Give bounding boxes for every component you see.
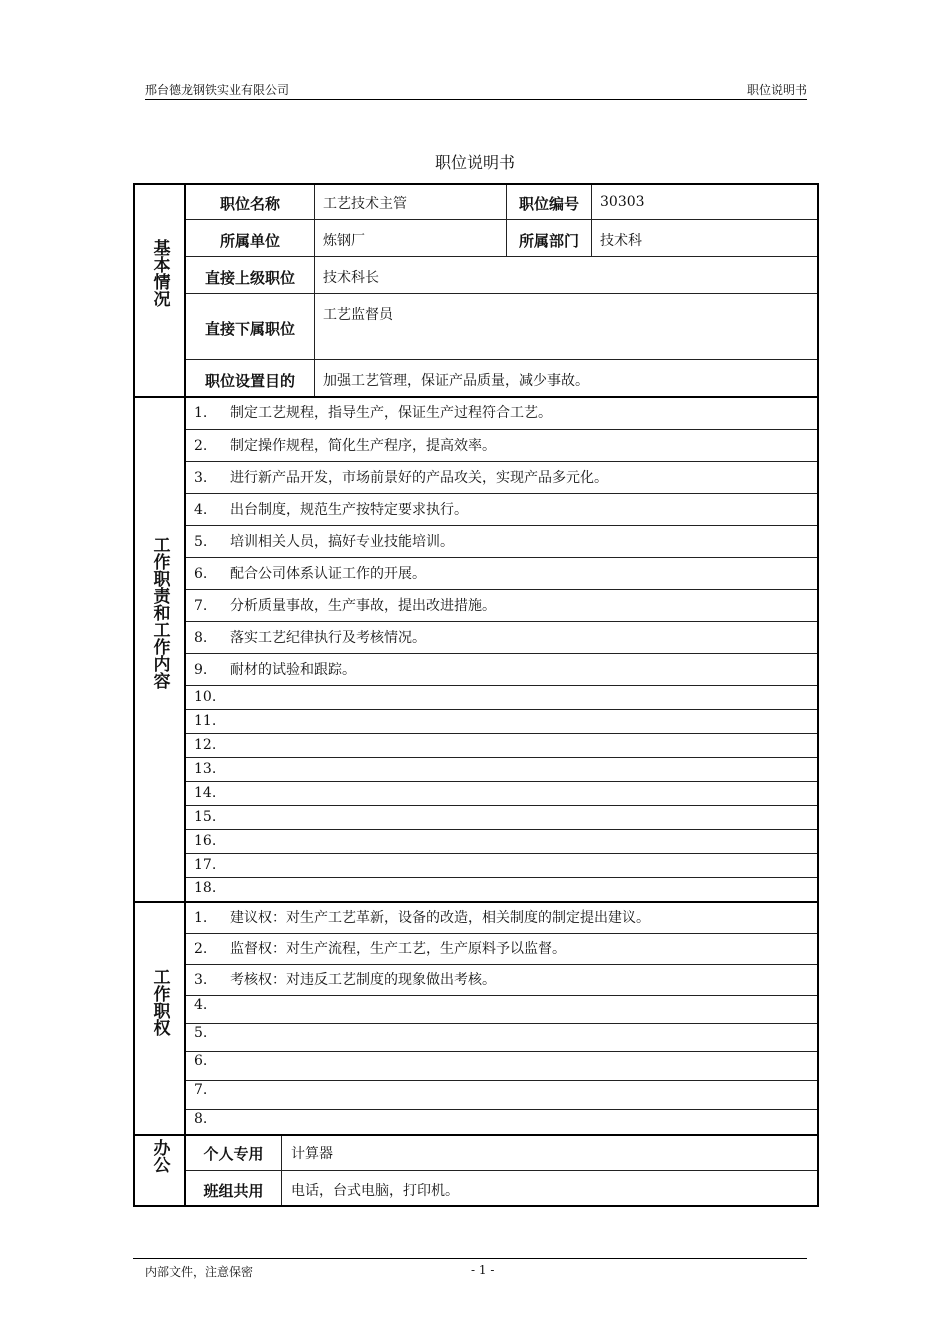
duty-text: 进行新产品开发，市场前景好的产品攻关，实现产品多元化。 [230,470,608,486]
duty-text: 落实工艺纪律执行及考核情况。 [230,630,426,646]
duty-number: 6. [194,566,208,582]
table-border-top [133,183,819,185]
authority-item [194,907,650,927]
superior-value: 技术科长 [323,270,379,286]
section-separator [133,396,819,398]
section-label-office-text: 办公 [149,1139,170,1173]
authority-number: 5. [194,1025,208,1041]
duty-number: 2. [194,438,208,454]
section-label-authority [133,968,185,1036]
row-line [186,493,817,494]
authority-item [194,938,566,958]
authority-number: 1. [194,910,208,926]
position-code-value: 30303 [600,194,645,210]
row-line [186,733,817,734]
duty-item [194,435,496,455]
duty-number: 18. [194,880,217,896]
duty-item [194,563,426,583]
row-line [186,621,817,622]
duty-item [194,833,230,849]
duty-item [194,689,230,705]
row-line [186,933,817,934]
row-line [186,293,817,294]
authority-item [194,1111,230,1127]
table-border-bottom [133,1205,819,1207]
table-border-left [133,183,135,1207]
row-line [186,685,817,686]
duty-item [194,785,230,801]
team-use-label: 班组共用 [203,1182,264,1200]
duty-item [194,531,454,551]
duty-text: 制定操作规程，简化生产程序，提高效率。 [230,438,496,454]
row-line [186,219,817,220]
row-line [186,805,817,806]
page-number: - 1 - [471,1263,495,1277]
duty-number: 16. [194,833,217,849]
duty-item [194,761,230,777]
duty-text: 耐材的试验和跟踪。 [230,662,356,678]
dept-label: 所属部门 [518,232,579,250]
duty-number: 12. [194,737,217,753]
row-line [186,877,817,878]
position-name-label: 职位名称 [219,195,280,213]
company-name: 邢台德龙钢铁实业有限公司 [145,83,290,97]
duty-number: 13. [194,761,217,777]
duty-text: 分析质量事故，生产事故，提出改进措施。 [230,598,496,614]
authority-number: 3. [194,972,208,988]
unit-label: 所属单位 [219,232,280,250]
row-line [186,461,817,462]
duty-number: 15. [194,809,217,825]
authority-item [194,997,230,1013]
section-separator [133,1134,819,1136]
duty-number: 8. [194,630,208,646]
duty-text: 培训相关人员，搞好专业技能培训。 [230,534,454,550]
duty-item [194,809,230,825]
row-line [186,525,817,526]
row-line [186,429,817,430]
team-use-value: 电话，台式电脑，打印机。 [291,1183,459,1199]
row-line [186,653,817,654]
section-label-duties-text: 工作职责和工作内容 [149,536,170,689]
duty-number: 7. [194,598,208,614]
confidential-note: 内部文件，注意保密 [145,1265,254,1279]
row-line [186,1051,817,1052]
job-description-table [133,183,819,1207]
section-label-basic-text: 基本情况 [149,239,170,307]
authority-text: 考核权：对违反工艺制度的现象做出考核。 [230,972,496,988]
row-line [186,1109,817,1110]
page-title: 职位说明书 [434,153,515,172]
authority-number: 8. [194,1111,208,1127]
row-line [186,781,817,782]
duty-number: 14. [194,785,217,801]
duty-item [194,659,356,679]
duty-item [194,737,230,753]
section-label-office [133,1139,185,1173]
duty-number: 5. [194,534,208,550]
subordinate-label: 直接下属职位 [204,320,295,338]
unit-value: 炼钢厂 [323,233,365,249]
column-line [281,1136,282,1205]
duty-number: 11. [194,713,217,729]
duty-item [194,595,496,615]
row-line [186,256,817,257]
authority-number: 4. [194,997,208,1013]
authority-item [194,969,496,989]
purpose-label: 职位设置目的 [204,372,295,390]
duty-number: 10. [194,689,217,705]
duty-item [194,402,552,422]
page-header [145,81,807,100]
section-label-authority-text: 工作职权 [149,968,170,1036]
purpose-value: 加强工艺管理，保证产品质量，减少事故。 [323,373,589,389]
authority-number: 6. [194,1053,208,1069]
duty-text: 配合公司体系认证工作的开展。 [230,566,426,582]
authority-item [194,1082,230,1098]
header-doc-type: 职位说明书 [746,83,807,97]
dept-value: 技术科 [600,233,642,249]
authority-item [194,1053,230,1069]
authority-text: 监督权：对生产流程，生产工艺，生产原料予以监督。 [230,941,566,957]
table-border-right [817,183,819,1207]
duty-number: 1. [194,405,208,421]
duty-number: 17. [194,857,217,873]
duty-item [194,857,230,873]
page-footer [133,1258,807,1279]
personal-use-label: 个人专用 [203,1145,264,1163]
subordinate-value: 工艺监督员 [323,307,393,323]
section-separator [133,901,819,903]
authority-item [194,1025,230,1041]
column-line [314,185,315,396]
section-label-basic [133,239,185,307]
row-line [186,964,817,965]
duty-item [194,880,230,896]
duty-item [194,467,608,487]
duty-number: 9. [194,662,208,678]
position-code-label: 职位编号 [518,195,579,213]
authority-number: 2. [194,941,208,957]
row-line [186,359,817,360]
row-line [186,589,817,590]
row-line [186,757,817,758]
duty-item [194,713,230,729]
row-line [186,557,817,558]
duty-number: 3. [194,470,208,486]
row-line [186,1023,817,1024]
superior-label: 直接上级职位 [204,269,295,287]
position-name-value: 工艺技术主管 [323,196,407,212]
section-label-duties [133,536,185,689]
authority-number: 7. [194,1082,208,1098]
personal-use-value: 计算器 [291,1146,333,1162]
duty-number: 4. [194,502,208,518]
row-line [186,995,817,996]
duty-item [194,499,468,519]
duty-item [194,627,426,647]
duty-text: 制定工艺规程，指导生产，保证生产过程符合工艺。 [230,405,552,421]
duty-text: 出台制度，规范生产按特定要求执行。 [230,502,468,518]
authority-text: 建议权：对生产工艺革新，设备的改造，相关制度的制定提出建议。 [230,910,650,926]
row-line [186,709,817,710]
row-line [186,853,817,854]
column-line [591,185,592,256]
row-line [186,829,817,830]
row-line [186,1080,817,1081]
